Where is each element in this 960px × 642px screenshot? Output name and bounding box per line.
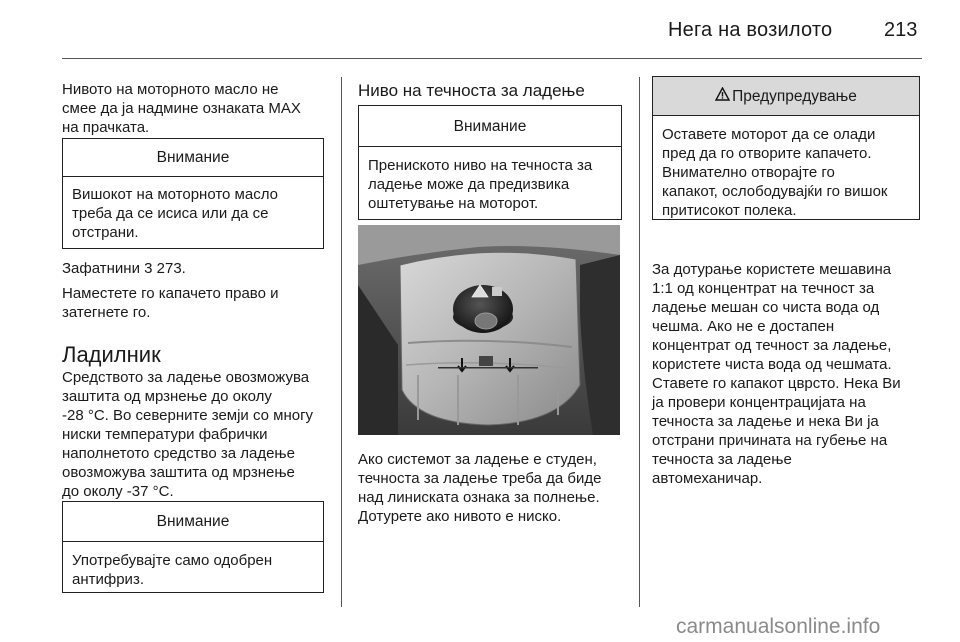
warning-heading-label: Предупредување (732, 87, 857, 105)
text-line: течноста за ладење треба да биде (358, 470, 602, 487)
text-line: Прениското ниво на течноста за (368, 157, 593, 174)
text-line: 1:1 од концентрат на течност за (652, 280, 875, 297)
caution-box-oil (62, 138, 324, 249)
text-line: смее да ја надмине ознаката МАХ (62, 100, 301, 117)
text-line: течноста за ладење (652, 451, 792, 468)
text-line: течноста за ладење и нека Ви ја (652, 413, 879, 430)
text-line: ниски температури фабрички (62, 426, 268, 443)
warning-heading (653, 77, 919, 116)
caution-heading: Внимание (63, 139, 323, 177)
text-line: заштита од мрзнење до околу (62, 388, 272, 405)
text-line: капакот, ослободувајќи го вишок (662, 183, 888, 200)
section-title-coolant-level: Ниво на течноста за ладење (358, 81, 585, 100)
text-line: Нивото на моторното масло не (62, 81, 279, 98)
caution-box-coolant (358, 105, 622, 220)
text-line: чешма. Ако не е достапен (652, 318, 835, 335)
text-line: Вишокот на моторното масло (72, 186, 278, 203)
text-line: до околу -37 °C. (62, 483, 174, 500)
warning-box-cap (652, 76, 920, 220)
text-line: затегнете го. (62, 304, 151, 321)
text-line: За дотурање користете мешавина (652, 261, 892, 278)
text-line: концентрат од течност за ладење, (652, 337, 892, 354)
text-line: Внимателно отворајте го (662, 164, 835, 181)
text-line: автомеханичар. (652, 470, 763, 487)
coolant-reservoir-photo (358, 225, 620, 435)
text-line: ладење мешан со чиста вода од (652, 299, 880, 316)
caution-box-antifreeze (62, 501, 324, 593)
column-divider-1 (341, 77, 342, 607)
page-number: 213 (884, 19, 918, 41)
text-line: отстрани причината на губење на (652, 432, 888, 449)
warning-triangle-icon (715, 87, 730, 106)
column-divider-2 (639, 77, 640, 607)
oil-level-intro (62, 80, 324, 137)
text-line: Употребувајте само одобрен (72, 552, 273, 569)
text-line: треба да се исиса или да се (72, 205, 269, 222)
section-title-coolant: Ладилник (62, 342, 161, 367)
header-rule (62, 58, 922, 59)
text-line: Наместете го капачето право и (62, 285, 279, 302)
text-line: -28 °C. Во северните земји со многу (62, 407, 314, 424)
text-line: на прачката. (62, 119, 150, 136)
text-line: овозможува заштита од мрзнење (62, 464, 295, 481)
column-1 (62, 80, 324, 588)
watermark: carmanualsonline.info (676, 615, 881, 638)
text-line: притисокот полека. (662, 202, 797, 219)
text-line: Дотурете ако нивото е ниско. (358, 508, 562, 525)
text-line: наполнетото средство за ладење (62, 445, 295, 462)
page-header-title: Нега на возилото (668, 19, 833, 41)
text-line: Ако системот за ладење е студен, (358, 451, 597, 468)
capacities-reference[interactable]: Зафатнини 3 273. (62, 260, 186, 277)
text-line: антифриз. (72, 571, 144, 588)
text-line: користете чиста вода од чешмата. (652, 356, 892, 373)
column-2 (358, 80, 622, 525)
text-line: отстрани. (72, 224, 139, 241)
text-line: Средството за ладење овозможува (62, 369, 310, 386)
text-line: Ставете го капакот цврсто. Нека Ви (652, 375, 901, 392)
text-line: пред да го отворите капачето. (662, 145, 872, 162)
caution-heading: Внимание (359, 106, 621, 147)
text-line: ја провери концентрацијата на (652, 394, 866, 411)
text-line: Оставете моторот да се олади (662, 126, 876, 143)
caution-heading: Внимание (63, 502, 323, 542)
text-line: ладење може да предизвика (368, 176, 570, 193)
text-line: оштетување на моторот. (368, 195, 539, 212)
text-line: над линиската ознака за полнење. (358, 489, 600, 506)
